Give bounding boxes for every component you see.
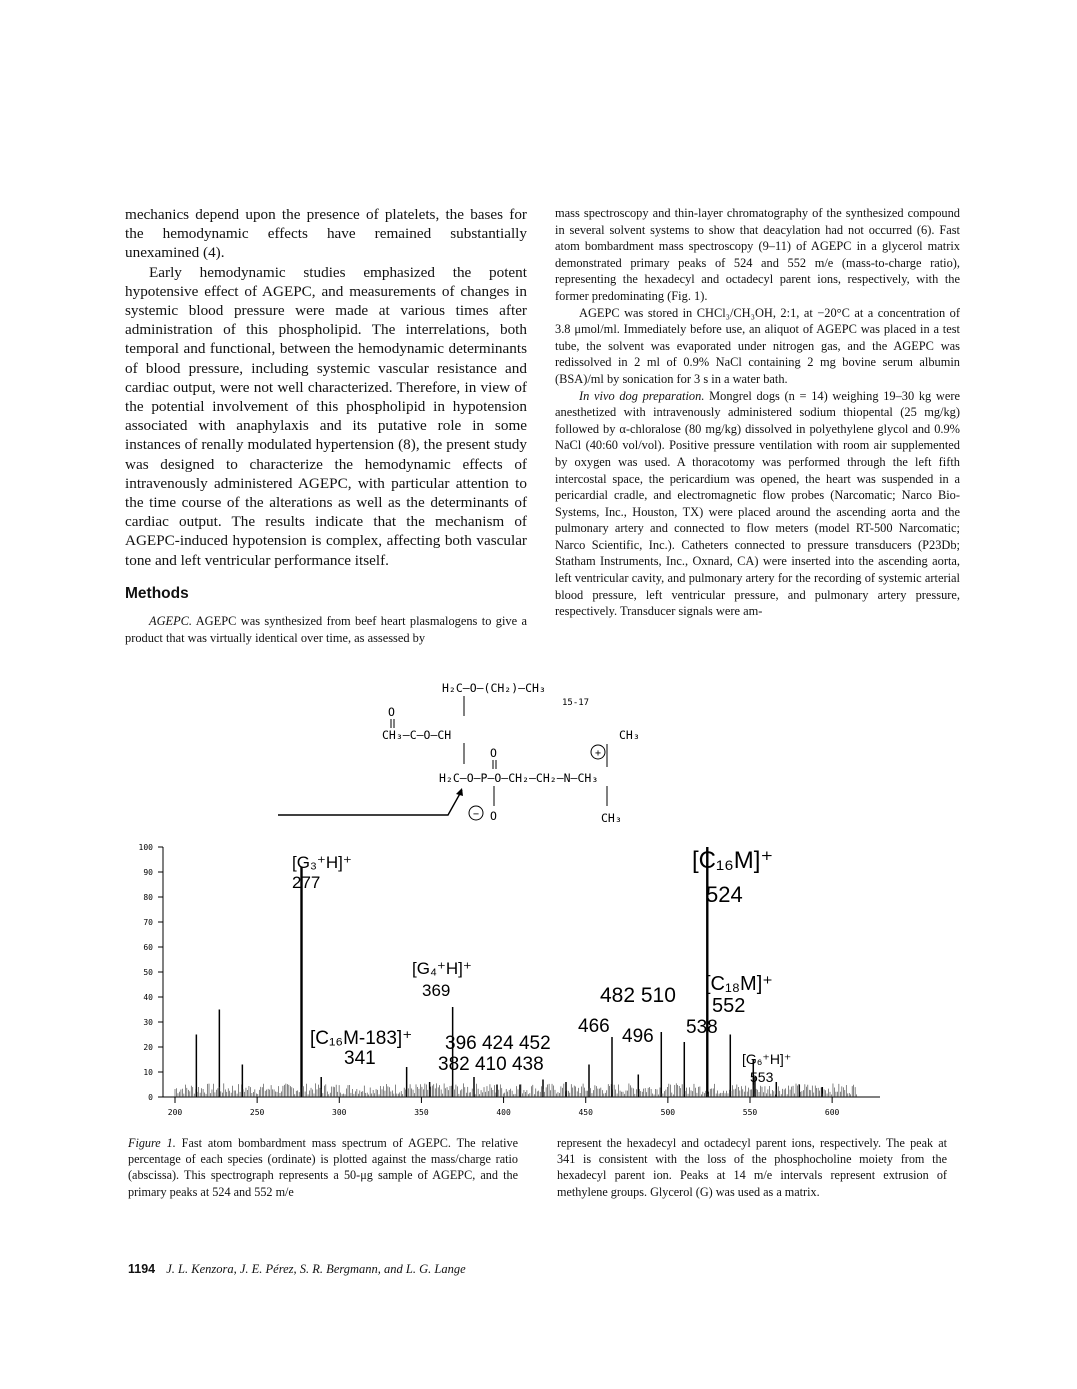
- positive-charge: +: [594, 748, 602, 759]
- structure-o-2: O: [490, 746, 497, 760]
- peak-annotations: [292, 847, 791, 1085]
- annotation-382-438: 382 410 438: [438, 1054, 544, 1075]
- structure-ch3-top: CH₃: [619, 728, 640, 742]
- structure-line-1-sub: 15-17: [562, 698, 590, 708]
- structure-o-1: O: [388, 705, 395, 719]
- x-tick-label: 250: [249, 1108, 265, 1117]
- figure-label: Figure 1.: [128, 1136, 176, 1150]
- left-paragraph-2: Early hemodynamic studies emphasized the potent hypotensive effect of AGEPC, and measurements of changes in systemic blood pressure were made at various times after administration of this phospholipid. The interrelations, both temporal and functional, between the hemodynamic determinants of blood pressure, including systemic vascular resistance and cardiac output, were not well characterized. Therefore, in view of the potential involvement of this phospholipid in hypotension associated with anaphylaxis and its putative role in some instances of renally modulated hypertension (8), the present study was designed to characterize the hemodynamic effects of intravenously administered AGEPC, with particular attention to the time course of the alterations as well as the determinants of cardiac output. The results indicate that the mechanism of AGEPC-induced hypotension is complex, affecting both vascular tone and left ventricular performance itself.: [125, 263, 527, 569]
- figure-1: [120, 672, 900, 1132]
- annotation-277-label: [G₃⁺H]⁺: [292, 853, 352, 872]
- x-tick-label: 300: [332, 1108, 347, 1117]
- structure-line-3: CH₃–C–O–CH: [382, 728, 452, 742]
- annotation-524-label: [C₁₆M]⁺: [692, 847, 774, 874]
- chemical-structure: [278, 681, 640, 825]
- left-column: [125, 205, 527, 646]
- x-tick-label: 500: [660, 1108, 676, 1117]
- annotation-524-value: 524: [706, 882, 743, 907]
- y-tick-label: 30: [143, 1018, 153, 1027]
- right-paragraph-2: AGEPC was stored in CHCl₃/CH₃OH, 2:1, at −20°C at a concentration of 3.8 μmol/ml. Immediately before use, an aliquot of AGEPC was placed in a test tube, the solvent was evaporated under nitrogen gas, and the AGEPC was redissolved in 2 ml of 0.9% NaCl containing 2 mg bovine serum albumin (BSA)/ml by sonication for 3 s in a water bath.: [555, 305, 960, 386]
- y-axis-ticks: [139, 843, 163, 1102]
- annotation-277-value: 277: [292, 873, 321, 892]
- left-paragraph-3: [125, 613, 527, 646]
- y-tick-label: 50: [143, 968, 153, 977]
- y-tick-label: 100: [138, 843, 153, 852]
- x-tick-label: 450: [578, 1108, 593, 1117]
- right-paragraph-1: mass spectroscopy and thin-layer chromatography of the synthesized compound in several solvent systems to show that deacylation had not occurred (6). Fast atom bombardment mass spectroscopy (9–11) of AGEPC in a glycerol matrix demonstrated primary peaks of 524 and 552 m/e (mass-to-charge ratio), representing the hexadecyl and octadecyl parent ions, respectively, with the former predominating (Fig. 1).: [555, 206, 960, 303]
- y-tick-label: 70: [143, 918, 153, 927]
- page-footer: [128, 1262, 466, 1277]
- annotation-552-label: [C₁₈M]⁺: [705, 973, 773, 995]
- negative-charge: −: [472, 809, 480, 820]
- annotation-552-value: 552: [712, 995, 746, 1017]
- figure-caption-right: represent the hexadecyl and octadecyl parent ions, respectively. The peak at 341 is consistent with the loss of the phosphocholine moiety from the hexadecyl parent ion. Peaks at 14 m/e intervals represent extrusion of methylene groups. Glycerol (G) was used as a matrix.: [557, 1136, 947, 1199]
- x-tick-label: 200: [167, 1108, 183, 1117]
- agepc-runin: AGEPC.: [149, 614, 193, 629]
- right-paragraph-3-text: Mongrel dogs (n = 14) weighing 19–30 kg were anesthetized with intravenously administered sodium thiopental (25 mg/kg) followed by α-chloralose (80 mg/kg) dissolved in polyethylene glycol and 0.9% NaCl (40:60 vol/vol). Positive pressure ventilation with room air supplemented by oxygen was used. A thoracotomy was performed through the left fifth intercostal space, the pericardium was opened, the heart was suspended in a pericardial cradle, and electromagnetic flow probes (Narcomatic; Narco Bio-Systems, Inc., Houston, TX) were placed around the ascending aorta and the pulmonary artery and connected to flow meters (model RT-500 Narcomatic; Narco Scientific, Inc.). Catheters connected to pressure transducers (P23Db; Statham Instruments, Inc., Oxnard, CA) were inserted into the ascending aorta, left ventricular cavity, and pulmonary artery for the recording of systemic arterial blood pressure, left ventricular pressure, and pulmonary artery pressure, respectively. Transducer signals were am-: [555, 388, 960, 619]
- footer-authors: J. L. Kenzora, J. E. Pérez, S. R. Bergmann, and L. G. Lange: [166, 1262, 466, 1276]
- annotation-341-label: [C₁₆M-183]⁺: [310, 1028, 413, 1049]
- annotation-466: 466: [578, 1016, 610, 1037]
- y-tick-label: 0: [148, 1093, 153, 1102]
- mass-spectrum-figure: [120, 672, 900, 1132]
- structure-ch3-bottom: CH₃: [601, 811, 622, 825]
- annotation-496: 496: [622, 1026, 654, 1047]
- spectrum-plot: [139, 843, 880, 1117]
- y-tick-label: 40: [143, 993, 153, 1002]
- x-axis-ticks: [168, 1097, 840, 1117]
- y-tick-label: 10: [143, 1068, 153, 1077]
- x-tick-label: 550: [742, 1108, 758, 1117]
- dog-prep-runin: In vivo dog preparation.: [579, 388, 705, 403]
- annotation-369-label: [G₄⁺H]⁺: [412, 959, 472, 978]
- annotation-396-452: 396 424 452: [445, 1033, 551, 1054]
- cleavage-arrow: [278, 790, 462, 815]
- x-tick-label: 400: [496, 1108, 511, 1117]
- annotation-553-value: 553: [750, 1069, 774, 1085]
- right-paragraph-3: [555, 388, 960, 620]
- figure-caption-left-text: Fast atom bombardment mass spectrum of AGEPC. The relative percentage of each species (ordinate) is plotted against the mass/charge ratio (abscissa). This spectrograph represents a 50-μg sample of AGEPC, and the primary peaks at 524 and 552 m/e: [128, 1136, 519, 1199]
- figure-caption-left: [128, 1135, 518, 1200]
- page-number: 1194: [128, 1262, 156, 1276]
- x-tick-label: 350: [414, 1108, 429, 1117]
- y-tick-label: 90: [143, 868, 153, 877]
- left-paragraph-1: mechanics depend upon the presence of platelets, the bases for the hemodynamic effects have remained substantially unexamined (4).: [125, 206, 527, 262]
- cleavage-arrowhead: [456, 788, 463, 796]
- left-paragraph-3-text: AGEPC was synthesized from beef heart plasmalogens to give a product that was virtually identical over time, as assessed by: [125, 614, 527, 645]
- annotation-538: 538: [686, 1017, 718, 1038]
- annotation-482-510: 482 510: [600, 984, 676, 1007]
- right-column: [555, 205, 960, 620]
- y-tick-label: 60: [143, 943, 153, 952]
- structure-line-1: H₂C–O–(CH₂)–CH₃: [442, 681, 546, 695]
- annotation-369-value: 369: [422, 981, 451, 1000]
- y-tick-label: 80: [143, 893, 153, 902]
- annotation-341-value: 341: [344, 1048, 376, 1069]
- annotation-553-label: [G₆⁺H]⁺: [742, 1051, 792, 1067]
- structure-line-5: H₂C–O–P–O–CH₂–CH₂–N–CH₃: [439, 771, 599, 785]
- x-tick-label: 600: [824, 1108, 840, 1117]
- y-tick-label: 20: [143, 1043, 153, 1052]
- structure-o-3: O: [490, 809, 497, 823]
- methods-heading: Methods: [125, 584, 189, 602]
